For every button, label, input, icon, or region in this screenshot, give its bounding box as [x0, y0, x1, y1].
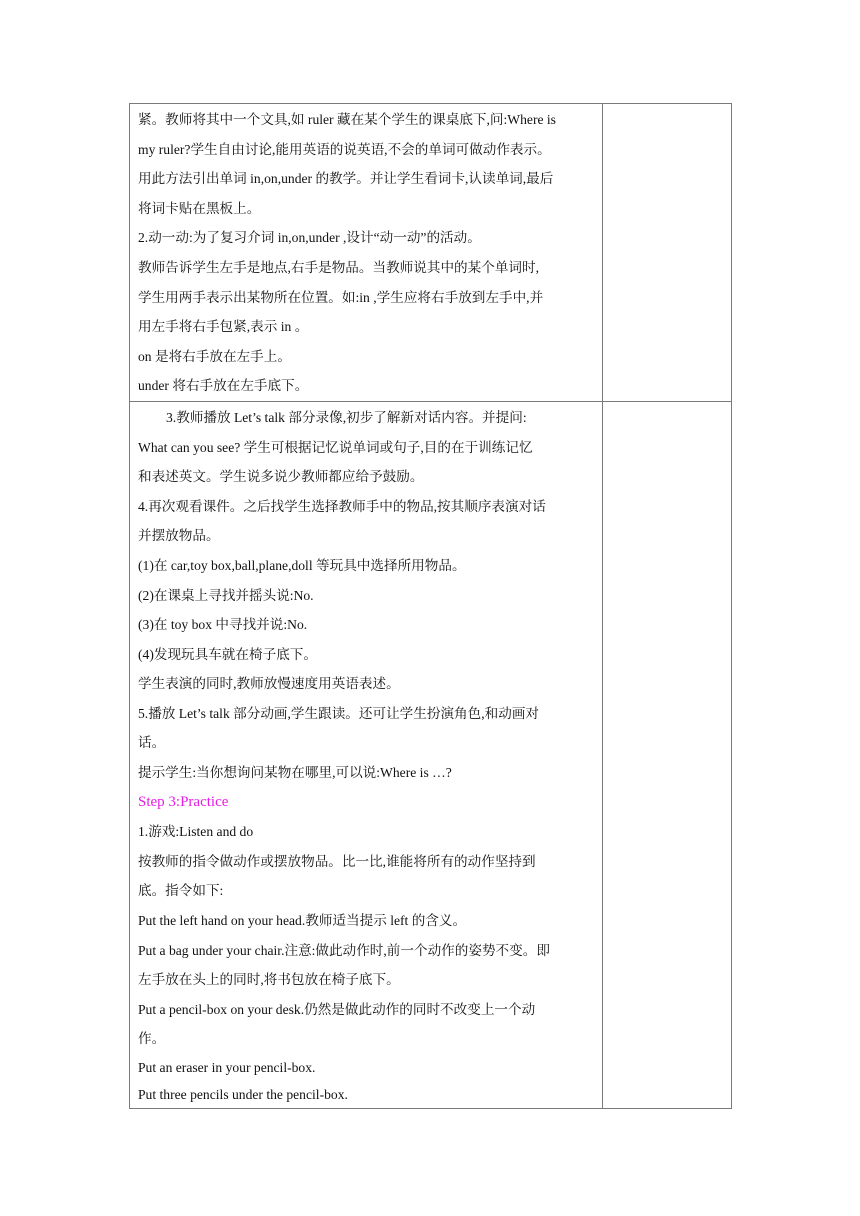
side-cell — [603, 401, 732, 1108]
text-line: 作。 — [138, 1031, 166, 1047]
text-line: 并摆放物品。 — [138, 528, 220, 544]
text-line: 将词卡贴在黑板上。 — [138, 200, 261, 216]
side-cell — [603, 104, 732, 402]
text-line: 左手放在头上的同时,将书包放在椅子底下。 — [138, 972, 400, 988]
row-content — [130, 104, 602, 401]
text-line: (3)在 toy box 中寻找并说:No. — [138, 617, 308, 633]
step-heading: Step 3:Practice — [138, 793, 229, 810]
text-line: 教师告诉学生左手是地点,右手是物品。当教师说其中的某个单词时, — [138, 259, 540, 275]
text-line: (2)在课桌上寻找并摇头说:No. — [138, 587, 314, 603]
text-line: What can you see? 学生可根据记忆说单词或句子,目的在于训练记忆 — [138, 439, 533, 455]
text-line: 5.播放 Let’s talk 部分动画,学生跟读。还可让学生扮演角色,和动画对 — [138, 705, 540, 721]
text-line: 底。指令如下: — [138, 883, 224, 899]
main-cell — [130, 104, 603, 402]
text-line: on 是将右手放在左手上。 — [138, 348, 291, 364]
text-line: Put a bag under your chair.注意:做此动作时,前一个动作的姿势不变。即 — [138, 942, 550, 958]
text-line: 2.动一动:为了复习介词 in,on,under ,设计“动一动”的活动。 — [138, 230, 481, 246]
text-line: 提示学生:当你想询问某物在哪里,可以说:Where is …? — [138, 765, 452, 781]
text-line: Put a pencil-box on your desk.仍然是做此动作的同时不改变上一个动 — [138, 1001, 536, 1017]
main-cell — [130, 401, 603, 1108]
text-line: 和表述英文。学生说多说少教师都应给予鼓励。 — [138, 469, 424, 485]
lesson-plan-table — [129, 103, 732, 1109]
text-line: Put the left hand on your head.教师适当提示 left 的含义。 — [138, 913, 467, 929]
text-line: 用左手将右手包紧,表示 in 。 — [138, 319, 309, 335]
text-line: 4.再次观看课件。之后找学生选择教师手中的物品,按其顺序表演对话 — [138, 498, 546, 514]
text-line: Put three pencils under the pencil-box. — [138, 1087, 348, 1102]
text-line: 用此方法引出单词 in,on,under 的教学。并让学生看词卡,认读单词,最后 — [138, 171, 554, 187]
text-line: 紧。教师将其中一个文具,如 ruler 藏在某个学生的课桌底下,问:Where is — [138, 112, 556, 127]
text-line: 1.游戏:Listen and do — [138, 824, 254, 840]
table-row — [130, 104, 732, 402]
text-line: (4)发现玩具车就在椅子底下。 — [138, 646, 317, 662]
text-line: 话。 — [138, 735, 166, 751]
text-line: under 将右手放在左手底下。 — [138, 378, 309, 394]
text-line: my ruler?学生自由讨论,能用英语的说英语,不会的单词可做动作表示。 — [138, 141, 551, 157]
text-line: Put an eraser in your pencil-box. — [138, 1060, 316, 1075]
text-line: 学生用两手表示出某物所在位置。如:in ,学生应将右手放到左手中,并 — [138, 289, 544, 305]
text-line: 3.教师播放 Let’s talk 部分录像,初步了解新对话内容。并提问: — [166, 409, 527, 425]
text-line: 学生表演的同时,教师放慢速度用英语表述。 — [138, 676, 400, 692]
text-line: (1)在 car,toy box,ball,plane,doll 等玩具中选择所用物品。 — [138, 557, 466, 573]
table-row — [130, 401, 732, 1108]
text-line: 按教师的指令做动作或摆放物品。比一比,谁能将所有的动作坚持到 — [138, 853, 536, 869]
row-content — [130, 402, 602, 1108]
